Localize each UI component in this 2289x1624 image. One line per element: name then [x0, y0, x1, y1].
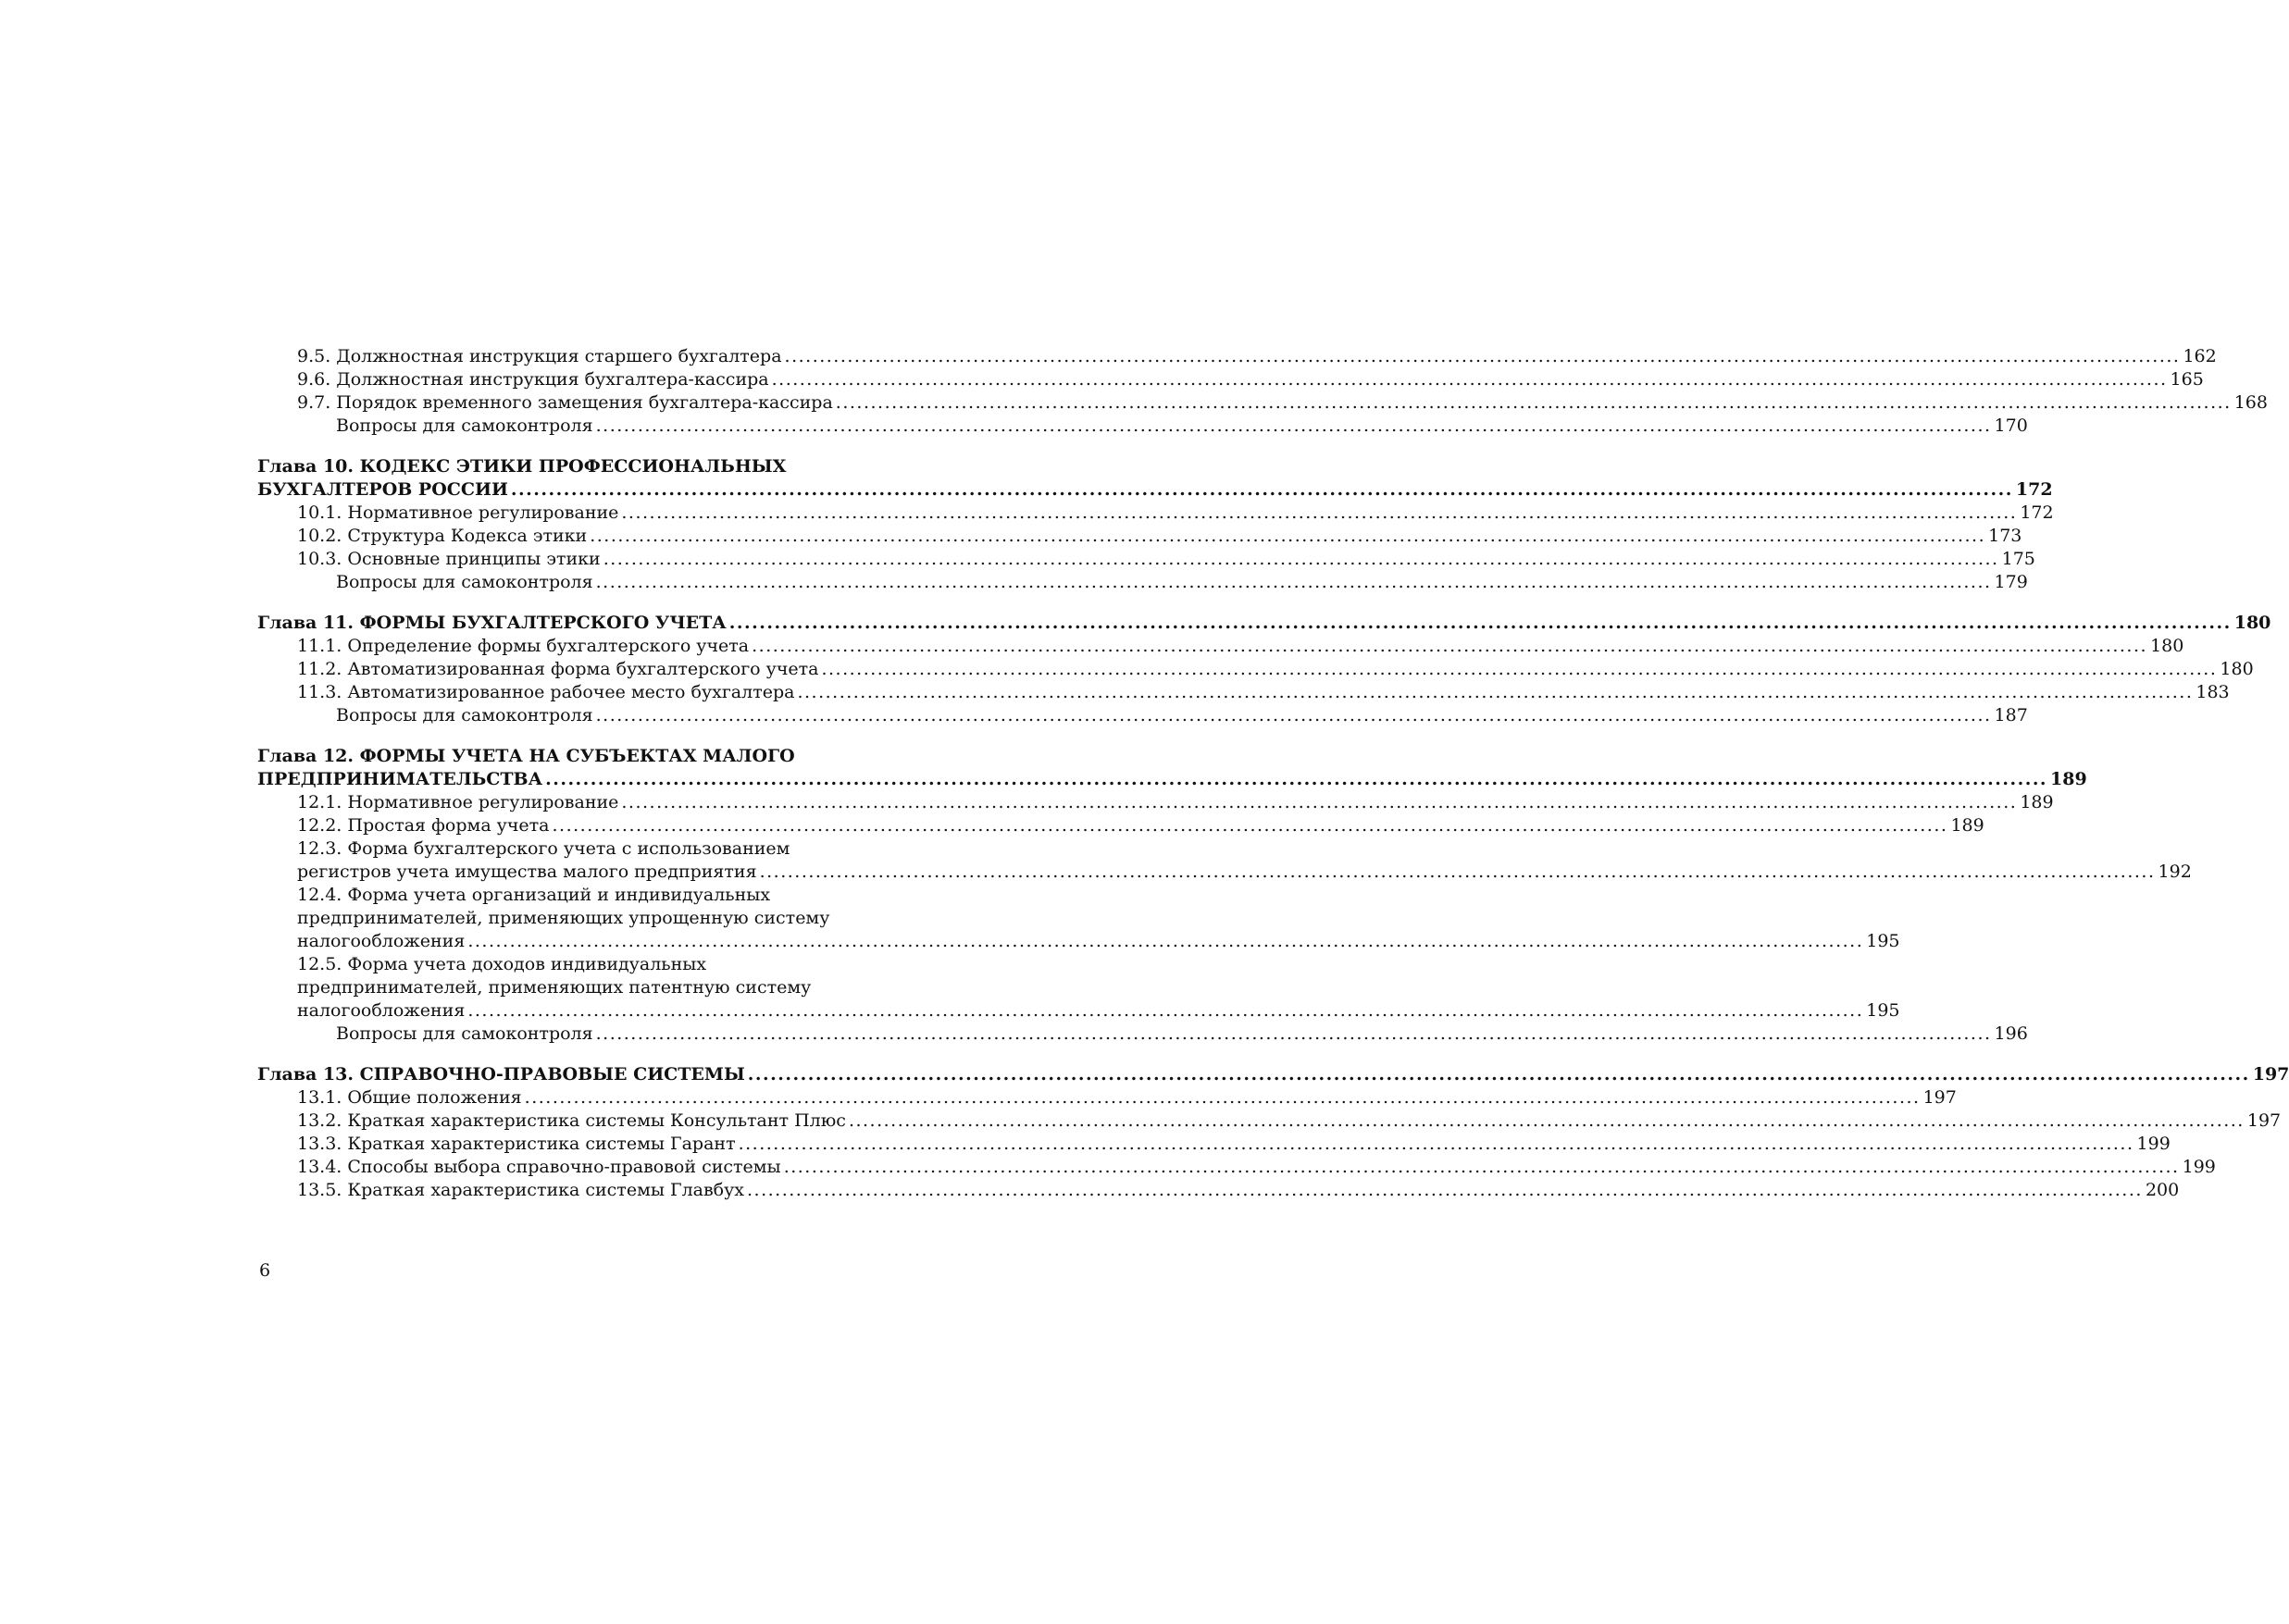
dot-leader: ........................................................................................................................................................................................................	[621, 502, 2018, 523]
dot-leader: ........................................................................................................................................................................................................	[738, 1134, 2134, 1154]
dot-leader: ........................................................................................................................................................................................................	[590, 526, 1986, 546]
page-ref: 180	[2233, 613, 2271, 633]
toc-entry-12-4-line-1: 12.4. Форма учета организаций и индивидуальных	[297, 885, 771, 905]
dot-leader: ........................................................................................................................................................................................................	[595, 415, 1992, 436]
dot-leader: ........................................................................................................................................................................................................	[595, 705, 1992, 725]
dot-leader: ........................................................................................................................................................................................................	[747, 1180, 2143, 1200]
page-ref: 168	[2233, 392, 2268, 413]
page-ref: 199	[2136, 1134, 2171, 1154]
dot-leader: ........................................................................................................................................................................................................	[771, 369, 2168, 390]
dot-leader: ........................................................................................................................................................................................................	[848, 1110, 2245, 1131]
page-ref: 189	[1950, 815, 1984, 836]
page-ref: 187	[1994, 705, 2028, 725]
toc-entry-12-2: 12.2. Простая форма учета ........................................................................................................................................................................................................ 189	[297, 815, 1984, 836]
toc-entry-12-5-line-1: 12.5. Форма учета доходов индивидуальных	[297, 954, 707, 974]
toc-entry-10-3: 10.3. Основные принципы этики ........................................................................................................................................................................................................ 175	[297, 549, 2035, 569]
page-ref: 197	[2252, 1064, 2289, 1085]
page-ref: 175	[2001, 549, 2035, 569]
dot-leader: ........................................................................................................................................................................................................	[752, 636, 2148, 656]
page-ref: 172	[2020, 502, 2054, 523]
dot-leader: ........................................................................................................................................................................................................	[728, 613, 2232, 633]
chapter-10-title-line-1: Глава 10. КОДЕКС ЭТИКИ ПРОФЕССИОНАЛЬНЫХ	[257, 456, 787, 477]
page-ref: 180	[2150, 636, 2184, 656]
dot-leader: ........................................................................................................................................................................................................	[552, 815, 1948, 836]
page-ref: 162	[2183, 346, 2217, 366]
toc-entry-questions-9: Вопросы для самоконтроля ........................................................................................................................................................................................................ 170	[336, 415, 2028, 436]
dot-leader: ........................................................................................................................................................................................................	[783, 1157, 2180, 1177]
toc-entry-chapter-13: Глава 13. СПРАВОЧНО-ПРАВОВЫЕ СИСТЕМЫ ........................................................................................................................................................................................................ 197	[257, 1064, 2289, 1085]
dot-leader: ........................................................................................................................................................................................................	[797, 682, 2194, 702]
dot-leader: ........................................................................................................................................................................................................	[621, 792, 2018, 812]
toc-entry-questions-11: Вопросы для самоконтроля ........................................................................................................................................................................................................ 187	[336, 705, 2028, 725]
page-ref: 197	[2246, 1110, 2282, 1131]
toc-entry-chapter-12: ПРЕДПРИНИМАТЕЛЬСТВА ........................................................................................................................................................................................................ 189	[257, 769, 2087, 789]
dot-leader: ........................................................................................................................................................................................................	[747, 1064, 2250, 1085]
toc-entry-9-6: 9.6. Должностная инструкция бухгалтера-кассира ........................................................................................................................................................................................................ 165	[297, 369, 2204, 390]
dot-leader: ........................................................................................................................................................................................................	[603, 549, 1999, 569]
page-ref: 197	[1922, 1087, 1957, 1108]
toc-entry-9-7: 9.7. Порядок временного замещения бухгалтера-кассира ........................................................................................................................................................................................................ 168	[297, 392, 2268, 413]
page-ref: 172	[2015, 479, 2053, 500]
dot-leader: ........................................................................................................................................................................................................	[467, 1000, 1864, 1021]
toc-entry-questions-10: Вопросы для самоконтроля ........................................................................................................................................................................................................ 179	[336, 572, 2028, 592]
toc-entry-12-3-line-1: 12.3. Форма бухгалтерского учета с использованием	[297, 838, 790, 859]
toc-entry-questions-12: Вопросы для самоконтроля ........................................................................................................................................................................................................ 196	[336, 1023, 2028, 1044]
dot-leader: ........................................................................................................................................................................................................	[784, 346, 2181, 366]
dot-leader: ........................................................................................................................................................................................................	[545, 769, 2048, 789]
toc-entry-9-5: 9.5. Должностная инструкция старшего бухгалтера ........................................................................................................................................................................................................ 162	[297, 346, 2217, 366]
dot-leader: ........................................................................................................................................................................................................	[524, 1087, 1921, 1108]
page-ref: 200	[2145, 1180, 2180, 1200]
page-ref: 196	[1994, 1023, 2028, 1044]
toc-entry-12-3: регистров учета имущества малого предприятия ........................................................................................................................................................................................................ 192	[297, 862, 2192, 882]
toc-entry-10-2: 10.2. Структура Кодекса этики ........................................................................................................................................................................................................ 173	[297, 526, 2022, 546]
toc-entry-13-1: 13.1. Общие положения ........................................................................................................................................................................................................ 197	[297, 1087, 1957, 1108]
page-number: 6	[259, 1260, 271, 1281]
dot-leader: ........................................................................................................................................................................................................	[835, 392, 2232, 413]
page-ref: 195	[1866, 931, 1900, 951]
toc-entry-13-4: 13.4. Способы выбора справочно-правовой системы ........................................................................................................................................................................................................ 199	[297, 1157, 2216, 1177]
toc-entry-11-3: 11.3. Автоматизированное рабочее место бухгалтера ........................................................................................................................................................................................................ 183	[297, 682, 2230, 702]
toc-entry-chapter-10: БУХГАЛТЕРОВ РОССИИ ........................................................................................................................................................................................................ 172	[257, 479, 2053, 500]
table-of-contents	[257, 345, 2289, 1202]
page-ref: 195	[1866, 1000, 1900, 1021]
page-ref: 180	[2220, 659, 2254, 679]
page-ref: 173	[1988, 526, 2022, 546]
page-ref: 165	[2170, 369, 2204, 390]
page-ref: 170	[1994, 415, 2028, 436]
page-ref: 189	[2050, 769, 2087, 789]
dot-leader: ........................................................................................................................................................................................................	[759, 862, 2156, 882]
toc-entry-12-4: налогообложения ........................................................................................................................................................................................................ 195	[297, 931, 1900, 951]
toc-entry-12-5: налогообложения ........................................................................................................................................................................................................ 195	[297, 1000, 1900, 1021]
toc-entry-11-1: 11.1. Определение формы бухгалтерского учета ........................................................................................................................................................................................................ 180	[297, 636, 2184, 656]
toc-entry-13-3: 13.3. Краткая характеристика системы Гарант ........................................................................................................................................................................................................ 199	[297, 1134, 2171, 1154]
toc-entry-12-5-line-2: предпринимателей, применяющих патентную систему	[297, 977, 812, 998]
page-ref: 192	[2158, 862, 2192, 882]
toc-entry-13-5: 13.5. Краткая характеристика системы Главбух ........................................................................................................................................................................................................ 200	[297, 1180, 2180, 1200]
dot-leader: ........................................................................................................................................................................................................	[467, 931, 1864, 951]
page-ref: 189	[2020, 792, 2054, 812]
toc-entry-12-4-line-2: предпринимателей, применяющих упрощенную систему	[297, 908, 830, 928]
page-ref: 179	[1994, 572, 2028, 592]
page-ref: 183	[2196, 682, 2230, 702]
dot-leader: ........................................................................................................................................................................................................	[821, 659, 2218, 679]
toc-entry-12-1: 12.1. Нормативное регулирование ........................................................................................................................................................................................................ 189	[297, 792, 2054, 812]
toc-entry-10-1: 10.1. Нормативное регулирование ........................................................................................................................................................................................................ 172	[297, 502, 2054, 523]
page-ref: 199	[2182, 1157, 2216, 1177]
chapter-12-title-line-1: Глава 12. ФОРМЫ УЧЕТА НА СУБЪЕКТАХ МАЛОГО	[257, 746, 795, 766]
toc-entry-chapter-11: Глава 11. ФОРМЫ БУХГАЛТЕРСКОГО УЧЕТА ........................................................................................................................................................................................................ 180	[257, 613, 2271, 633]
dot-leader: ........................................................................................................................................................................................................	[595, 572, 1992, 592]
toc-entry-11-2: 11.2. Автоматизированная форма бухгалтерского учета ........................................................................................................................................................................................................ 180	[297, 659, 2254, 679]
dot-leader: ........................................................................................................................................................................................................	[510, 479, 2013, 500]
toc-entry-13-2: 13.2. Краткая характеристика системы Консультант Плюс ........................................................................................................................................................................................................ 197	[297, 1110, 2282, 1131]
dot-leader: ........................................................................................................................................................................................................	[595, 1023, 1992, 1044]
